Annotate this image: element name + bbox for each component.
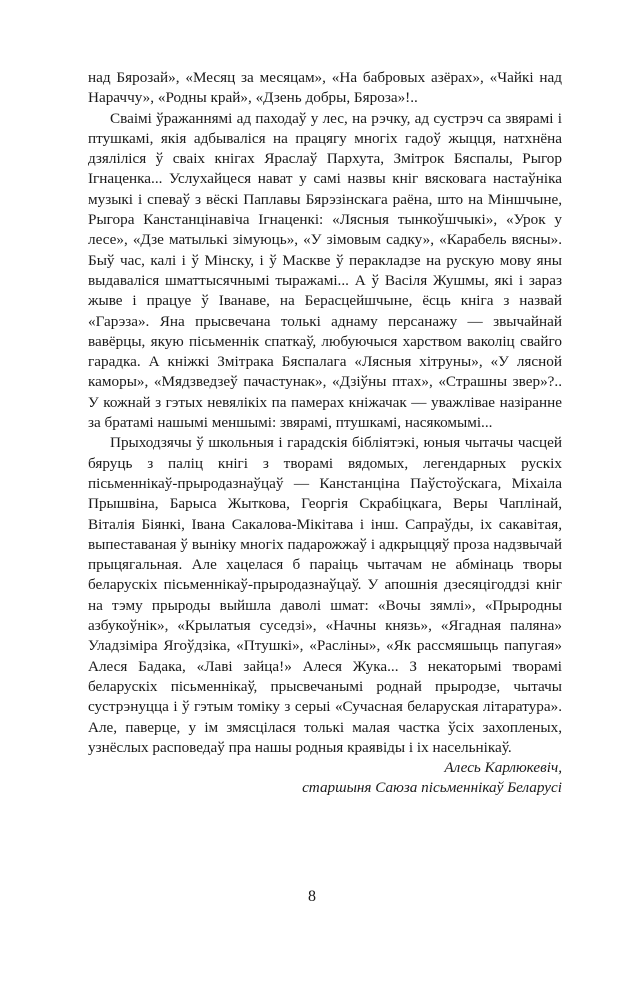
signature-name: Алесь Карлюкевіч, bbox=[444, 759, 562, 777]
paragraph-2: Сваімі ўражаннямі ад паходаў у лес, на рэчку, ад сустрэч са звярамі і птушкамі, якія адбываліся на працягу многіх гадоў жыцця, натхнёна дзяліліся ў сваіх кнігах Яраслаў Пархута, Змітрок Бяспалы, Рыгор Ігнаценка... Услухайцеся нават у самі назвы кніг вясковага настаўніка музыкі і спеваў з вёскі Паплавы Бярэзінскага раёна, што на Міншчыне, Рыгора Канстанцінавіча Ігнаценкі: «Лясныя тынкоўшчыкі», «Урок у лесе», «Дзе матылькі зімуюць», «У зімовым садку», «Карабель вясны». Быў час, калі і ў Мінску, і ў Маскве ў перакладзе на рускую мову яны выдаваліся шматтысячнымі тыражамі... А ў Васіля Жушмы, які і зараз жыве і працуе ў Іванаве, на Берасцейшчыне, ёсць кніга з назвай «Гарэза». Яна прысвечана толькі аднаму персанажу — звычайнай вавёрцы, якую пісьменнік спаткаў, любуючыся харством ваколіц свайго гарадка. А кніжкі Змітрака Бяспалага «Лясныя хітруны», «У лясной каморы», «Мядзведзеў пачастунак», «Дзіўны птах», «Страшны звер»?.. У кожнай з гэтых невялікіх па памерах кніжачак — уважлівае назіранне за братамі нашымі меншымі: звярамі, птушкамі, насякомымі... bbox=[88, 109, 562, 432]
page-text bbox=[88, 68, 562, 799]
page-number: 8 bbox=[308, 888, 316, 905]
signature-title: старшыня Саюза пісьменнікаў Беларусі bbox=[302, 779, 562, 797]
paragraph-3: Прыходзячы ў школьныя і гарадскія бібліятэкі, юныя чытачы часцей бяруць з паліц кнігі з творамі вядомых, легендарных рускіх пісьменнікаў-прыродазнаўцаў — Канстанціна Паўстоўскага, Міхаіла Прышвіна, Барыса Жыткова, Георгія Скрабіцкага, Веры Чаплінай, Віталія Біянкі, Івана Сакалова-Мікітава і інш. Сапраўды, іх сакавітая, выпеставаная ў выніку многіх падарожжаў і адкрыццяў проза надзвычай прыцягальная. Але хацелася б параіць чытачам не абмінаць творы беларускіх пісьменнікаў-прыродазнаўцаў. У апошнія дзесяцігоддзі кніг на тэму прыроды выйшла даволі шмат: «Вочы зямлі», «Прыродны азбукоўнік», «Крылатыя суседзі», «Начны князь», «Ягадная паляна» Уладзіміра Ягоўдзіка, «Птушкі», «Расліны», «Як рассмяшыць папугая» Алеся Бадака, «Лаві зайца!» Алеся Жука... З некаторымі творамі беларускіх пісьменнікаў, прысвечанымі роднай прыродзе, чытачы сустрэнуцца і ў гэтым томіку з серыі «Сучасная беларуская літаратура». Але, паверце, у ім змясцілася толькі малая частка ўсіх захопленых, узнёслых расповедаў пра нашы родныя краявіды і іх насельнікаў. bbox=[88, 434, 562, 756]
paragraph-1: над Бярозай», «Месяц за месяцам», «На бабровых азёрах», «Чайкі над Нараччу», «Родны край», «Дзень добры, Бяроза»!.. bbox=[88, 69, 562, 107]
